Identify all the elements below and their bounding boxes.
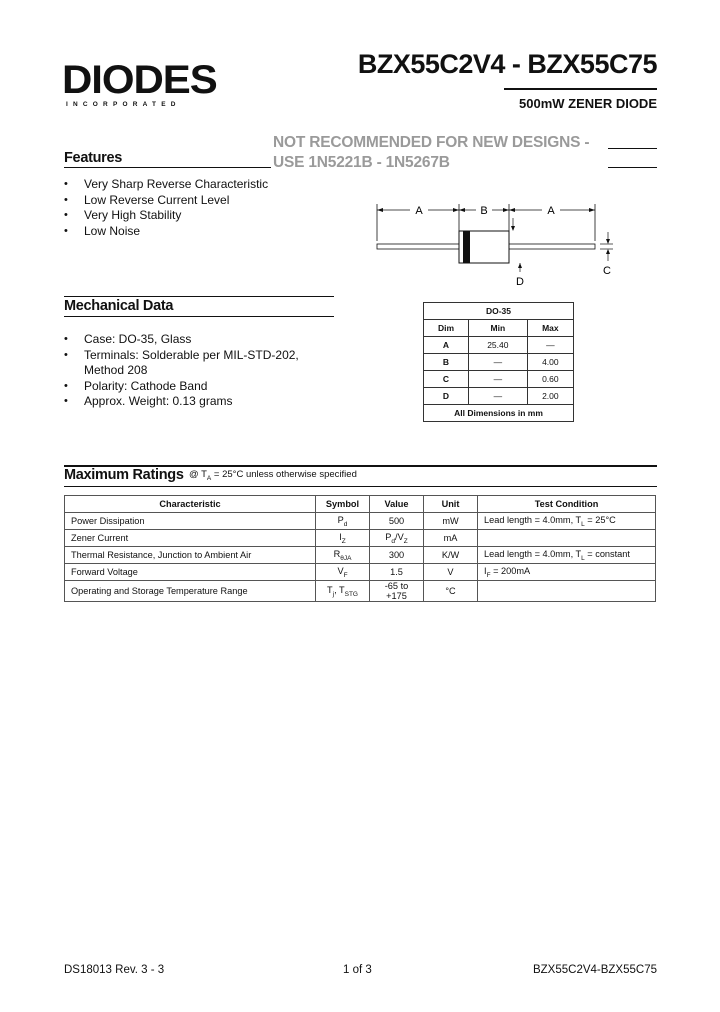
dim-cell: A	[424, 337, 469, 354]
ratings-header: Value	[370, 496, 424, 513]
rating-unit: K/W	[424, 547, 478, 564]
max-ratings-table	[64, 495, 656, 602]
mechanical-heading: Mechanical Data	[64, 298, 174, 314]
rating-value: 1.5	[370, 564, 424, 581]
dim-header: Min	[468, 320, 527, 337]
rating-symbol: $V_F$	[316, 564, 370, 581]
note-suffix: = 25°C unless otherwise specified	[211, 469, 357, 480]
feature-item: • Very Sharp Reverse Characteristic	[64, 177, 268, 193]
title-rule	[504, 88, 657, 90]
feature-item: • Low Reverse Current Level	[64, 193, 268, 209]
dim-cell: —	[468, 371, 527, 388]
features-list	[64, 177, 268, 239]
lead-right	[509, 244, 595, 249]
arrow-icon	[511, 226, 515, 231]
arrow-icon	[509, 208, 515, 212]
table-row	[65, 581, 656, 602]
rating-char: Zener Current	[65, 530, 316, 547]
rating-condition: $I_F = 200mA$	[478, 564, 656, 581]
feature-item: • Low Noise	[64, 224, 268, 240]
rating-value: -65 to +175	[370, 581, 424, 602]
rating-char: Thermal Resistance, Junction to Ambient Air	[65, 547, 316, 564]
mechanical-rule-bottom	[64, 316, 334, 317]
arrow-icon	[606, 249, 610, 254]
features-heading: Features	[64, 150, 123, 166]
page-title: BZX55C2V4 - BZX55C75	[357, 49, 657, 79]
table-row	[65, 564, 656, 581]
rating-unit: mA	[424, 530, 478, 547]
mechanical-item-text: Terminals: Solderable per MIL-STD-202,	[84, 347, 299, 362]
not-recommended-notice	[273, 133, 589, 173]
ratings-rule-bottom	[64, 486, 657, 487]
dim-label-b: B	[480, 205, 488, 217]
rating-symbol: $R_{\theta JA}$	[316, 547, 370, 564]
note-sub: A	[206, 474, 212, 482]
arrow-icon	[606, 239, 610, 244]
dim-cell: 0.60	[527, 371, 573, 388]
features-rule	[64, 167, 271, 168]
lead-left	[377, 244, 459, 249]
rating-symbol: $T_j$, $T_{STG}$	[316, 581, 370, 602]
note-prefix: @ T	[189, 469, 207, 480]
mechanical-item	[64, 348, 299, 379]
mechanical-rule-top	[64, 296, 334, 297]
ratings-header: Test Condition	[478, 496, 656, 513]
footer-part-range: BZX55C2V4-BZX55C75	[532, 964, 657, 976]
table-row	[424, 388, 574, 405]
rating-char: Power Dissipation	[65, 513, 316, 530]
ratings-note	[189, 469, 357, 482]
ratings-heading: Maximum Ratings	[64, 467, 184, 483]
dim-cell: —	[527, 337, 573, 354]
dim-cell: —	[468, 354, 527, 371]
rating-value: 500	[370, 513, 424, 530]
rating-symbol: $P_d$	[316, 513, 370, 530]
table-row	[424, 371, 574, 388]
rating-unit: V	[424, 564, 478, 581]
rating-char: Forward Voltage	[65, 564, 316, 581]
mechanical-item: • Case: DO-35, Glass	[64, 332, 299, 348]
rating-condition: Lead length = 4.0mm, $T_L$ = constant	[478, 547, 656, 564]
do35-package-diagram	[370, 196, 620, 291]
arrow-icon	[503, 208, 509, 212]
dim-header: Dim	[424, 320, 469, 337]
arrow-icon	[518, 263, 522, 268]
arrow-icon	[459, 208, 465, 212]
mechanical-item: • Polarity: Cathode Band	[64, 379, 299, 395]
company-logo-subtitle: INCORPORATED	[66, 101, 181, 108]
page-subtitle: 500mW ZENER DIODE	[519, 96, 657, 111]
rating-condition: Lead length = 4.0mm, $T_L = 25^\circ C$	[478, 513, 656, 530]
rating-char: Operating and Storage Temperature Range	[65, 581, 316, 602]
dim-cell: C	[424, 371, 469, 388]
dim-cell: 4.00	[527, 354, 573, 371]
feature-item: • Very High Stability	[64, 208, 268, 224]
dim-table-title: DO-35	[424, 303, 574, 320]
dim-cell: D	[424, 388, 469, 405]
notice-rule-right-bottom	[608, 167, 657, 168]
dim-cell: 25.40	[468, 337, 527, 354]
notice-rule-right-top	[608, 148, 657, 149]
rating-value: 300	[370, 547, 424, 564]
mechanical-item-continued: Method 208	[84, 363, 148, 378]
footer-page-number: 1 of 3	[343, 964, 372, 976]
ratings-header: Unit	[424, 496, 478, 513]
table-row	[424, 337, 574, 354]
rating-condition	[478, 581, 656, 602]
ratings-header: Characteristic	[65, 496, 316, 513]
rating-symbol: $I_Z$	[316, 530, 370, 547]
rating-unit: mW	[424, 513, 478, 530]
dim-table-footer: All Dimensions in mm	[424, 405, 574, 422]
dim-cell: 2.00	[527, 388, 573, 405]
dim-header: Max	[527, 320, 573, 337]
company-logo: DIODES	[62, 58, 217, 102]
footer-doc-number: DS18013 Rev. 3 - 3	[64, 964, 165, 976]
notice-line-2: USE 1N5221B - 1N5267B	[273, 154, 450, 171]
mechanical-item: • Approx. Weight: 0.13 grams	[64, 394, 299, 410]
table-row	[65, 547, 656, 564]
dim-label-a-right: A	[547, 205, 555, 217]
mechanical-list	[64, 332, 299, 410]
arrow-icon	[589, 208, 595, 212]
rating-condition	[478, 530, 656, 547]
dim-label-c: C	[603, 265, 611, 277]
dim-label-d: D	[516, 276, 524, 288]
notice-line-1: NOT RECOMMENDED FOR NEW DESIGNS -	[273, 134, 590, 151]
arrow-icon	[453, 208, 459, 212]
table-row	[65, 513, 656, 530]
dim-label-a: A	[415, 205, 423, 217]
ratings-header: Symbol	[316, 496, 370, 513]
table-row	[65, 530, 656, 547]
table-row	[424, 354, 574, 371]
rating-unit: °C	[424, 581, 478, 602]
dim-cell: —	[468, 388, 527, 405]
rating-value: $P_d/V_Z$	[370, 530, 424, 547]
arrow-icon	[377, 208, 383, 212]
dimensions-table	[423, 302, 574, 422]
cathode-band	[463, 231, 470, 263]
dim-cell: B	[424, 354, 469, 371]
